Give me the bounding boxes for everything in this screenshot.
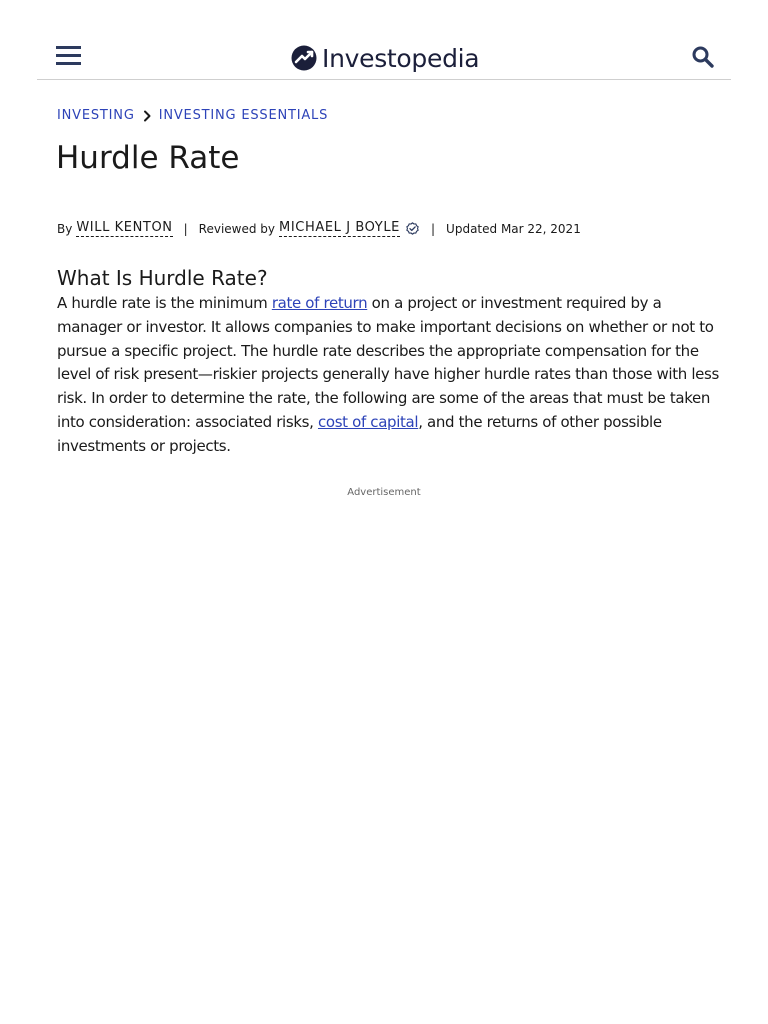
reviewed-prefix: Reviewed by: [198, 221, 276, 236]
paragraph-text: on a project or investment required by a manager or investor. It allows companies to make important decisions on whether or not to pursue a specific project. The hurdle rate describes the appropriate compensation for the level of risk present—riskier projects generally have higher hurdle rates than those with less risk. In order to determine the rate, the following are some of the areas that must be taken into consideration: associated risks,: [57, 294, 719, 431]
byline-divider: |: [183, 221, 188, 236]
investopedia-logo-icon: [291, 45, 317, 71]
section-heading: What Is Hurdle Rate?: [57, 266, 268, 290]
article-paragraph: [57, 292, 727, 459]
paragraph-text: , and the returns of other possible investments or projects.: [57, 412, 662, 455]
breadcrumb: [57, 108, 328, 123]
rate-of-return-link[interactable]: rate of return: [271, 294, 368, 312]
reviewer-link[interactable]: MICHAEL J BOYLE: [279, 220, 400, 235]
chevron-right-icon: [142, 110, 152, 122]
by-prefix: By: [57, 221, 73, 236]
byline: [57, 220, 581, 237]
byline-divider: |: [431, 221, 436, 236]
breadcrumb-item-investing[interactable]: INVESTING: [57, 108, 135, 123]
search-icon[interactable]: [691, 45, 715, 69]
paragraph-text: A hurdle rate is the minimum: [57, 294, 272, 312]
updated-date: Updated Mar 22, 2021: [446, 221, 581, 236]
brand-name: Investopedia: [322, 43, 480, 73]
advertisement-label: Advertisement: [347, 487, 421, 498]
verified-check-icon: [405, 221, 420, 236]
site-logo[interactable]: [291, 40, 479, 76]
site-header: [37, 0, 731, 80]
breadcrumb-item-investing-essentials[interactable]: INVESTING ESSENTIALS: [158, 108, 329, 123]
page-title: Hurdle Rate: [56, 140, 240, 176]
cost-of-capital-link[interactable]: cost of capital: [317, 412, 419, 431]
hamburger-menu-icon[interactable]: [56, 46, 81, 67]
author-link[interactable]: WILL KENTON: [76, 220, 173, 235]
